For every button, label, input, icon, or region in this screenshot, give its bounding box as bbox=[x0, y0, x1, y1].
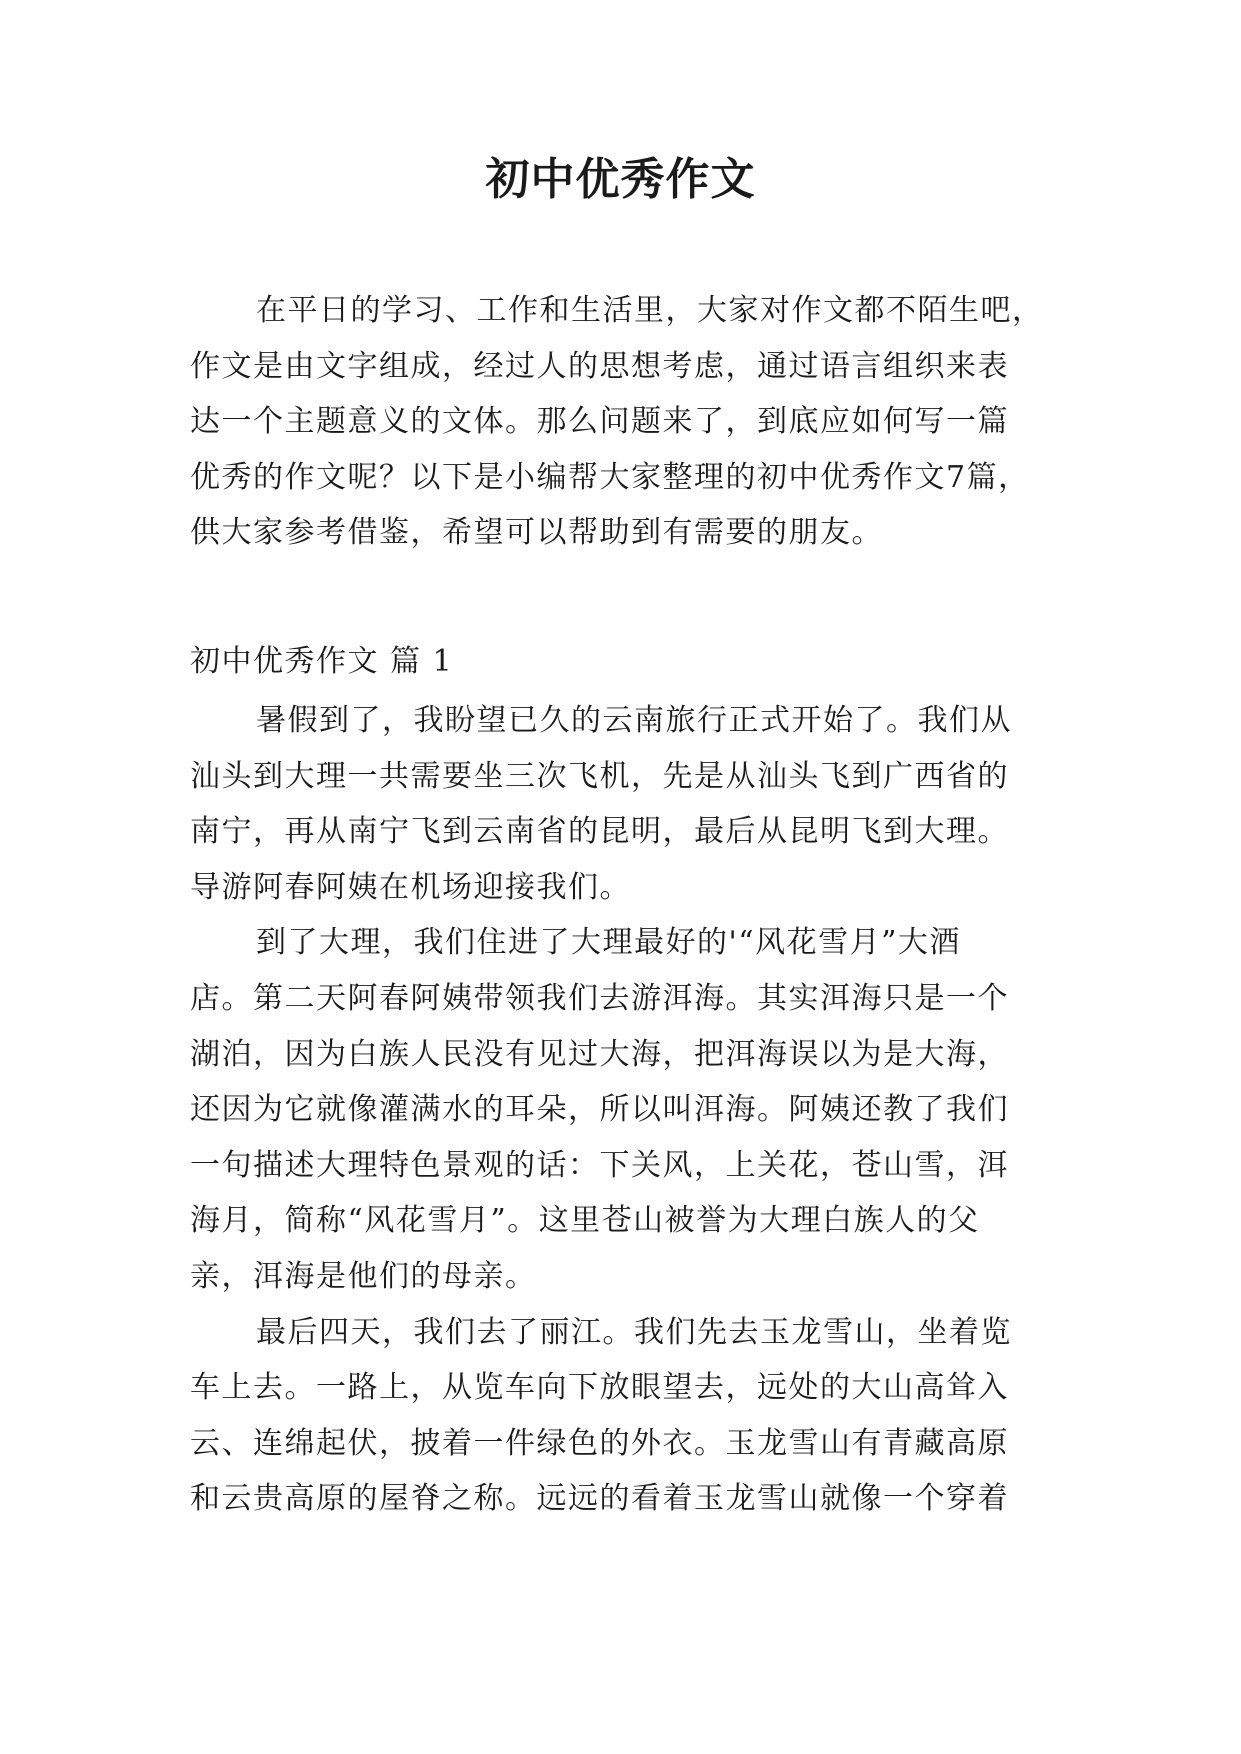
essay-line: 海月，简称“风花雪月”。这里苍山被誉为大理白族人的父 bbox=[190, 1203, 980, 1239]
essay-line: 湖泊，因为白族人民没有见过大海，把洱海误以为是大海， bbox=[190, 1036, 1009, 1072]
essay-line: 到了大理，我们住进了大理最好的'“风花雪月”大酒 bbox=[256, 925, 961, 961]
essay-line: 汕头到大理一共需要坐三次飞机，先是从汕头飞到广西省的 bbox=[190, 758, 1009, 794]
essay-line: 店。第二天阿春阿姨带领我们去游洱海。其实洱海只是一个 bbox=[190, 980, 1009, 1016]
essay-line: 最后四天，我们去了丽江。我们先去玉龙雪山，坐着览 bbox=[256, 1314, 1012, 1350]
essay-body bbox=[190, 693, 1062, 1527]
essay-line: 一句描述大理特色景观的话：下关风，上关花，苍山雪，洱 bbox=[190, 1147, 1009, 1183]
essay-line: 和云贵高原的屋脊之称。远远的看着玉龙雪山就像一个穿着 bbox=[190, 1481, 1009, 1517]
essay-line: 亲，洱海是他们的母亲。 bbox=[190, 1258, 537, 1294]
essay-line: 导游阿春阿姨在机场迎接我们。 bbox=[190, 869, 631, 905]
intro-line: 优秀的作文呢？以下是小编帮大家整理的初中优秀作文7篇， bbox=[190, 459, 1030, 495]
essay-line: 车上去。一路上，从览车向下放眼望去，远处的大山高耸入 bbox=[190, 1370, 1009, 1406]
document-title: 初中优秀作文 bbox=[485, 154, 756, 205]
intro-line: 在平日的学习、工作和生活里，大家对作文都不陌生吧， bbox=[256, 293, 1044, 328]
essay-line: 还因为它就像灌满水的耳朵，所以叫洱海。阿姨还教了我们 bbox=[190, 1092, 1009, 1128]
section-heading: 初中优秀作文 篇 1 bbox=[190, 644, 454, 679]
essay-line: 暑假到了，我盼望已久的云南旅行正式开始了。我们从 bbox=[256, 703, 1012, 738]
intro-line: 作文是由文字组成，经过人的思想考虑，通过语言组织来表 bbox=[190, 348, 1009, 384]
essay-line: 南宁，再从南宁飞到云南省的昆明，最后从昆明飞到大理。 bbox=[190, 814, 1009, 850]
intro-paragraph bbox=[190, 283, 1062, 561]
intro-line: 供大家参考借鉴，希望可以帮助到有需要的朋友。 bbox=[190, 515, 883, 551]
intro-line: 达一个主题意义的文体。那么问题来了，到底应如何写一篇 bbox=[190, 404, 1009, 440]
essay-line: 云、连绵起伏，披着一件绿色的外衣。玉龙雪山有青藏高原 bbox=[190, 1425, 1009, 1461]
